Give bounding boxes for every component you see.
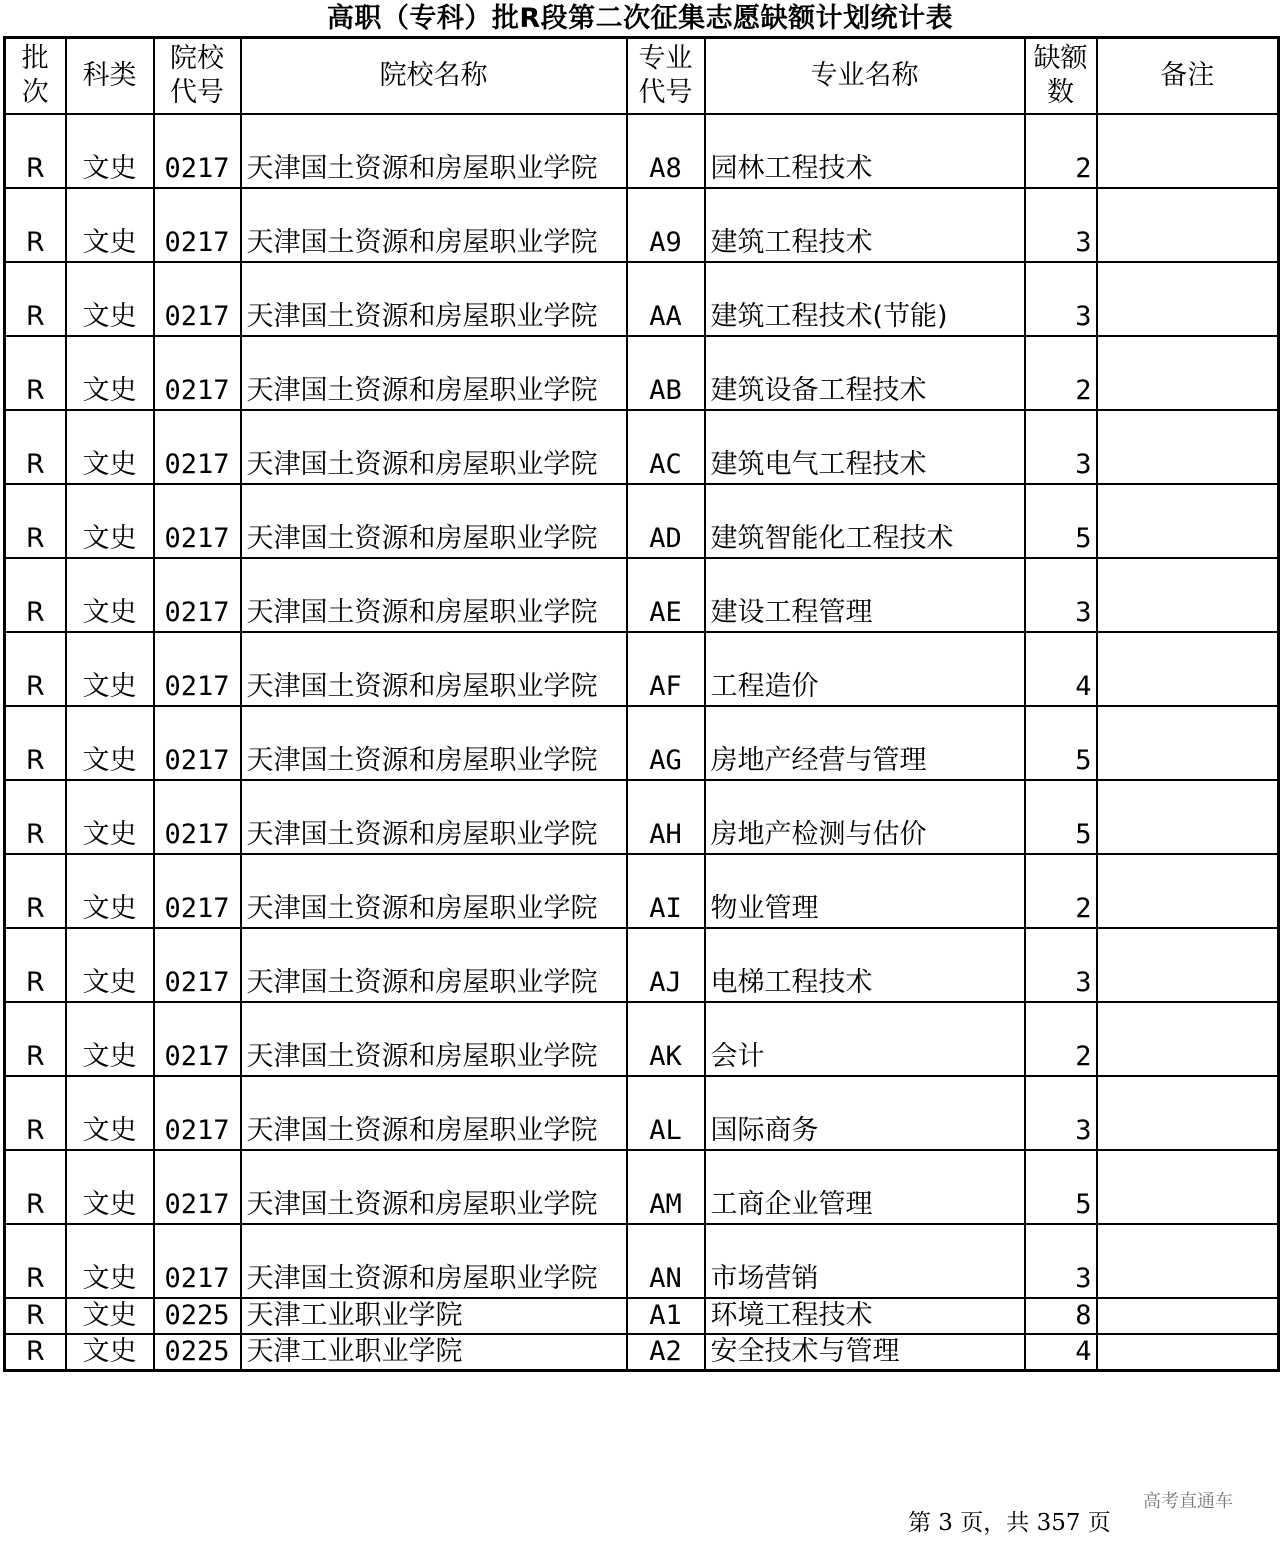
cell-vacancy: 5: [1025, 484, 1097, 558]
cell-vacancy: 5: [1025, 1150, 1097, 1224]
cell-major-code: AI: [627, 854, 705, 928]
header-batch: 批次: [5, 38, 66, 115]
cell-school-name: 天津国土资源和房屋职业学院: [241, 262, 627, 336]
cell-remarks: [1097, 484, 1279, 558]
cell-school-name: 天津国土资源和房屋职业学院: [241, 188, 627, 262]
cell-category: 文史: [66, 1076, 154, 1150]
watermark: 高考直通车: [1143, 1491, 1233, 1512]
header-remarks: 备注: [1097, 38, 1279, 115]
cell-school-name: 天津国土资源和房屋职业学院: [241, 1150, 627, 1224]
cell-school-name: 天津国土资源和房屋职业学院: [241, 1002, 627, 1076]
cell-category: 文史: [66, 854, 154, 928]
cell-batch: R: [5, 188, 66, 262]
table-row: [5, 1224, 1279, 1298]
cell-school-code: 0217: [154, 632, 241, 706]
cell-major-name: 建筑工程技术: [705, 188, 1025, 262]
cell-category: 文史: [66, 558, 154, 632]
cell-major-code: AN: [627, 1224, 705, 1298]
cell-school-name: 天津国土资源和房屋职业学院: [241, 484, 627, 558]
cell-vacancy: 3: [1025, 1224, 1097, 1298]
cell-remarks: [1097, 632, 1279, 706]
cell-vacancy: 3: [1025, 558, 1097, 632]
cell-category: 文史: [66, 114, 154, 188]
cell-remarks: [1097, 1334, 1279, 1371]
cell-major-name: 建筑设备工程技术: [705, 336, 1025, 410]
cell-major-name: 会计: [705, 1002, 1025, 1076]
cell-vacancy: 4: [1025, 1334, 1097, 1371]
cell-school-code: 0217: [154, 780, 241, 854]
cell-school-code: 0217: [154, 1150, 241, 1224]
cell-category: 文史: [66, 706, 154, 780]
cell-category: 文史: [66, 780, 154, 854]
cell-remarks: [1097, 410, 1279, 484]
table-row: [5, 1298, 1279, 1334]
cell-remarks: [1097, 1002, 1279, 1076]
table-row: [5, 854, 1279, 928]
cell-major-code: AB: [627, 336, 705, 410]
cell-school-name: 天津国土资源和房屋职业学院: [241, 1076, 627, 1150]
cell-school-name: 天津国土资源和房屋职业学院: [241, 114, 627, 188]
header-school-name: 院校名称: [241, 38, 627, 115]
header-school-code: 院校代号: [154, 38, 241, 115]
cell-major-code: AK: [627, 1002, 705, 1076]
cell-major-code: AF: [627, 632, 705, 706]
cell-vacancy: 4: [1025, 632, 1097, 706]
cell-batch: R: [5, 632, 66, 706]
table-row: [5, 558, 1279, 632]
cell-major-name: 房地产检测与估价: [705, 780, 1025, 854]
cell-batch: R: [5, 706, 66, 780]
cell-major-code: AL: [627, 1076, 705, 1150]
cell-major-name: 房地产经营与管理: [705, 706, 1025, 780]
cell-remarks: [1097, 558, 1279, 632]
table-row: [5, 632, 1279, 706]
cell-batch: R: [5, 1224, 66, 1298]
cell-major-code: AG: [627, 706, 705, 780]
cell-major-name: 市场营销: [705, 1224, 1025, 1298]
cell-category: 文史: [66, 1224, 154, 1298]
table-row: [5, 410, 1279, 484]
cell-batch: R: [5, 558, 66, 632]
cell-major-code: AC: [627, 410, 705, 484]
cell-remarks: [1097, 1298, 1279, 1334]
cell-major-code: A1: [627, 1298, 705, 1334]
cell-major-code: AD: [627, 484, 705, 558]
cell-school-name: 天津工业职业学院: [241, 1298, 627, 1334]
cell-school-code: 0225: [154, 1298, 241, 1334]
cell-category: 文史: [66, 336, 154, 410]
cell-vacancy: 3: [1025, 410, 1097, 484]
cell-vacancy: 2: [1025, 854, 1097, 928]
cell-major-name: 物业管理: [705, 854, 1025, 928]
header-category: 科类: [66, 38, 154, 115]
cell-major-name: 安全技术与管理: [705, 1334, 1025, 1371]
cell-major-code: A9: [627, 188, 705, 262]
table-header-row: [5, 38, 1279, 115]
cell-remarks: [1097, 262, 1279, 336]
cell-remarks: [1097, 1224, 1279, 1298]
cell-school-code: 0217: [154, 1002, 241, 1076]
cell-vacancy: 5: [1025, 780, 1097, 854]
cell-batch: R: [5, 484, 66, 558]
cell-school-name: 天津国土资源和房屋职业学院: [241, 706, 627, 780]
table-body: [5, 114, 1279, 1371]
header-vacancy: 缺额数: [1025, 38, 1097, 115]
cell-remarks: [1097, 1076, 1279, 1150]
table-row: [5, 188, 1279, 262]
cell-major-code: AM: [627, 1150, 705, 1224]
cell-major-code: A8: [627, 114, 705, 188]
cell-vacancy: 2: [1025, 114, 1097, 188]
cell-vacancy: 5: [1025, 706, 1097, 780]
cell-school-code: 0217: [154, 706, 241, 780]
table-row: [5, 928, 1279, 1002]
cell-category: 文史: [66, 188, 154, 262]
cell-batch: R: [5, 928, 66, 1002]
cell-remarks: [1097, 188, 1279, 262]
cell-major-name: 工程造价: [705, 632, 1025, 706]
header-major-name: 专业名称: [705, 38, 1025, 115]
cell-remarks: [1097, 336, 1279, 410]
cell-remarks: [1097, 1150, 1279, 1224]
cell-major-name: 环境工程技术: [705, 1298, 1025, 1334]
cell-school-code: 0217: [154, 854, 241, 928]
cell-school-name: 天津国土资源和房屋职业学院: [241, 1224, 627, 1298]
table-row: [5, 484, 1279, 558]
cell-category: 文史: [66, 1298, 154, 1334]
cell-category: 文史: [66, 410, 154, 484]
cell-vacancy: 2: [1025, 336, 1097, 410]
cell-remarks: [1097, 854, 1279, 928]
cell-school-code: 0217: [154, 410, 241, 484]
table-row: [5, 1002, 1279, 1076]
cell-school-name: 天津国土资源和房屋职业学院: [241, 632, 627, 706]
cell-batch: R: [5, 1076, 66, 1150]
page-title: 高职（专科）批R段第二次征集志愿缺额计划统计表: [326, 3, 954, 34]
header-major-code: 专业代号: [627, 38, 705, 115]
cell-batch: R: [5, 262, 66, 336]
cell-remarks: [1097, 114, 1279, 188]
table-row: [5, 706, 1279, 780]
cell-major-code: AJ: [627, 928, 705, 1002]
cell-batch: R: [5, 1334, 66, 1371]
table-row: [5, 262, 1279, 336]
cell-school-name: 天津国土资源和房屋职业学院: [241, 336, 627, 410]
cell-batch: R: [5, 410, 66, 484]
cell-category: 文史: [66, 928, 154, 1002]
cell-school-code: 0225: [154, 1334, 241, 1371]
table-row: [5, 1076, 1279, 1150]
cell-vacancy: 8: [1025, 1298, 1097, 1334]
cell-category: 文史: [66, 632, 154, 706]
cell-major-name: 工商企业管理: [705, 1150, 1025, 1224]
table-row: [5, 114, 1279, 188]
cell-school-code: 0217: [154, 188, 241, 262]
cell-major-name: 国际商务: [705, 1076, 1025, 1150]
cell-major-name: 建筑工程技术(节能): [705, 262, 1025, 336]
cell-major-code: AE: [627, 558, 705, 632]
cell-school-name: 天津国土资源和房屋职业学院: [241, 928, 627, 1002]
cell-major-code: A2: [627, 1334, 705, 1371]
cell-batch: R: [5, 1150, 66, 1224]
cell-batch: R: [5, 114, 66, 188]
cell-batch: R: [5, 854, 66, 928]
cell-school-name: 天津国土资源和房屋职业学院: [241, 410, 627, 484]
cell-school-code: 0217: [154, 1224, 241, 1298]
cell-batch: R: [5, 1298, 66, 1334]
cell-category: 文史: [66, 1150, 154, 1224]
table-row: [5, 1150, 1279, 1224]
cell-vacancy: 2: [1025, 1002, 1097, 1076]
cell-school-code: 0217: [154, 262, 241, 336]
cell-school-code: 0217: [154, 336, 241, 410]
table-row: [5, 1334, 1279, 1371]
table-row: [5, 336, 1279, 410]
cell-school-code: 0217: [154, 558, 241, 632]
cell-school-name: 天津国土资源和房屋职业学院: [241, 854, 627, 928]
cell-vacancy: 3: [1025, 188, 1097, 262]
vacancy-table: [3, 36, 1280, 1372]
cell-school-code: 0217: [154, 928, 241, 1002]
cell-category: 文史: [66, 1334, 154, 1371]
cell-batch: R: [5, 780, 66, 854]
cell-category: 文史: [66, 1002, 154, 1076]
cell-major-name: 建筑电气工程技术: [705, 410, 1025, 484]
cell-category: 文史: [66, 484, 154, 558]
cell-school-name: 天津工业职业学院: [241, 1334, 627, 1371]
cell-major-name: 建筑智能化工程技术: [705, 484, 1025, 558]
cell-vacancy: 3: [1025, 1076, 1097, 1150]
cell-remarks: [1097, 780, 1279, 854]
cell-remarks: [1097, 928, 1279, 1002]
cell-vacancy: 3: [1025, 928, 1097, 1002]
cell-school-code: 0217: [154, 1076, 241, 1150]
cell-batch: R: [5, 336, 66, 410]
cell-school-code: 0217: [154, 114, 241, 188]
cell-batch: R: [5, 1002, 66, 1076]
table-row: [5, 780, 1279, 854]
cell-vacancy: 3: [1025, 262, 1097, 336]
cell-school-code: 0217: [154, 484, 241, 558]
cell-category: 文史: [66, 262, 154, 336]
cell-major-code: AH: [627, 780, 705, 854]
cell-school-name: 天津国土资源和房屋职业学院: [241, 780, 627, 854]
cell-school-name: 天津国土资源和房屋职业学院: [241, 558, 627, 632]
page-number: 第 3 页，共 357 页: [908, 1510, 1111, 1536]
cell-major-name: 电梯工程技术: [705, 928, 1025, 1002]
cell-major-name: 园林工程技术: [705, 114, 1025, 188]
cell-remarks: [1097, 706, 1279, 780]
cell-major-code: AA: [627, 262, 705, 336]
cell-major-name: 建设工程管理: [705, 558, 1025, 632]
